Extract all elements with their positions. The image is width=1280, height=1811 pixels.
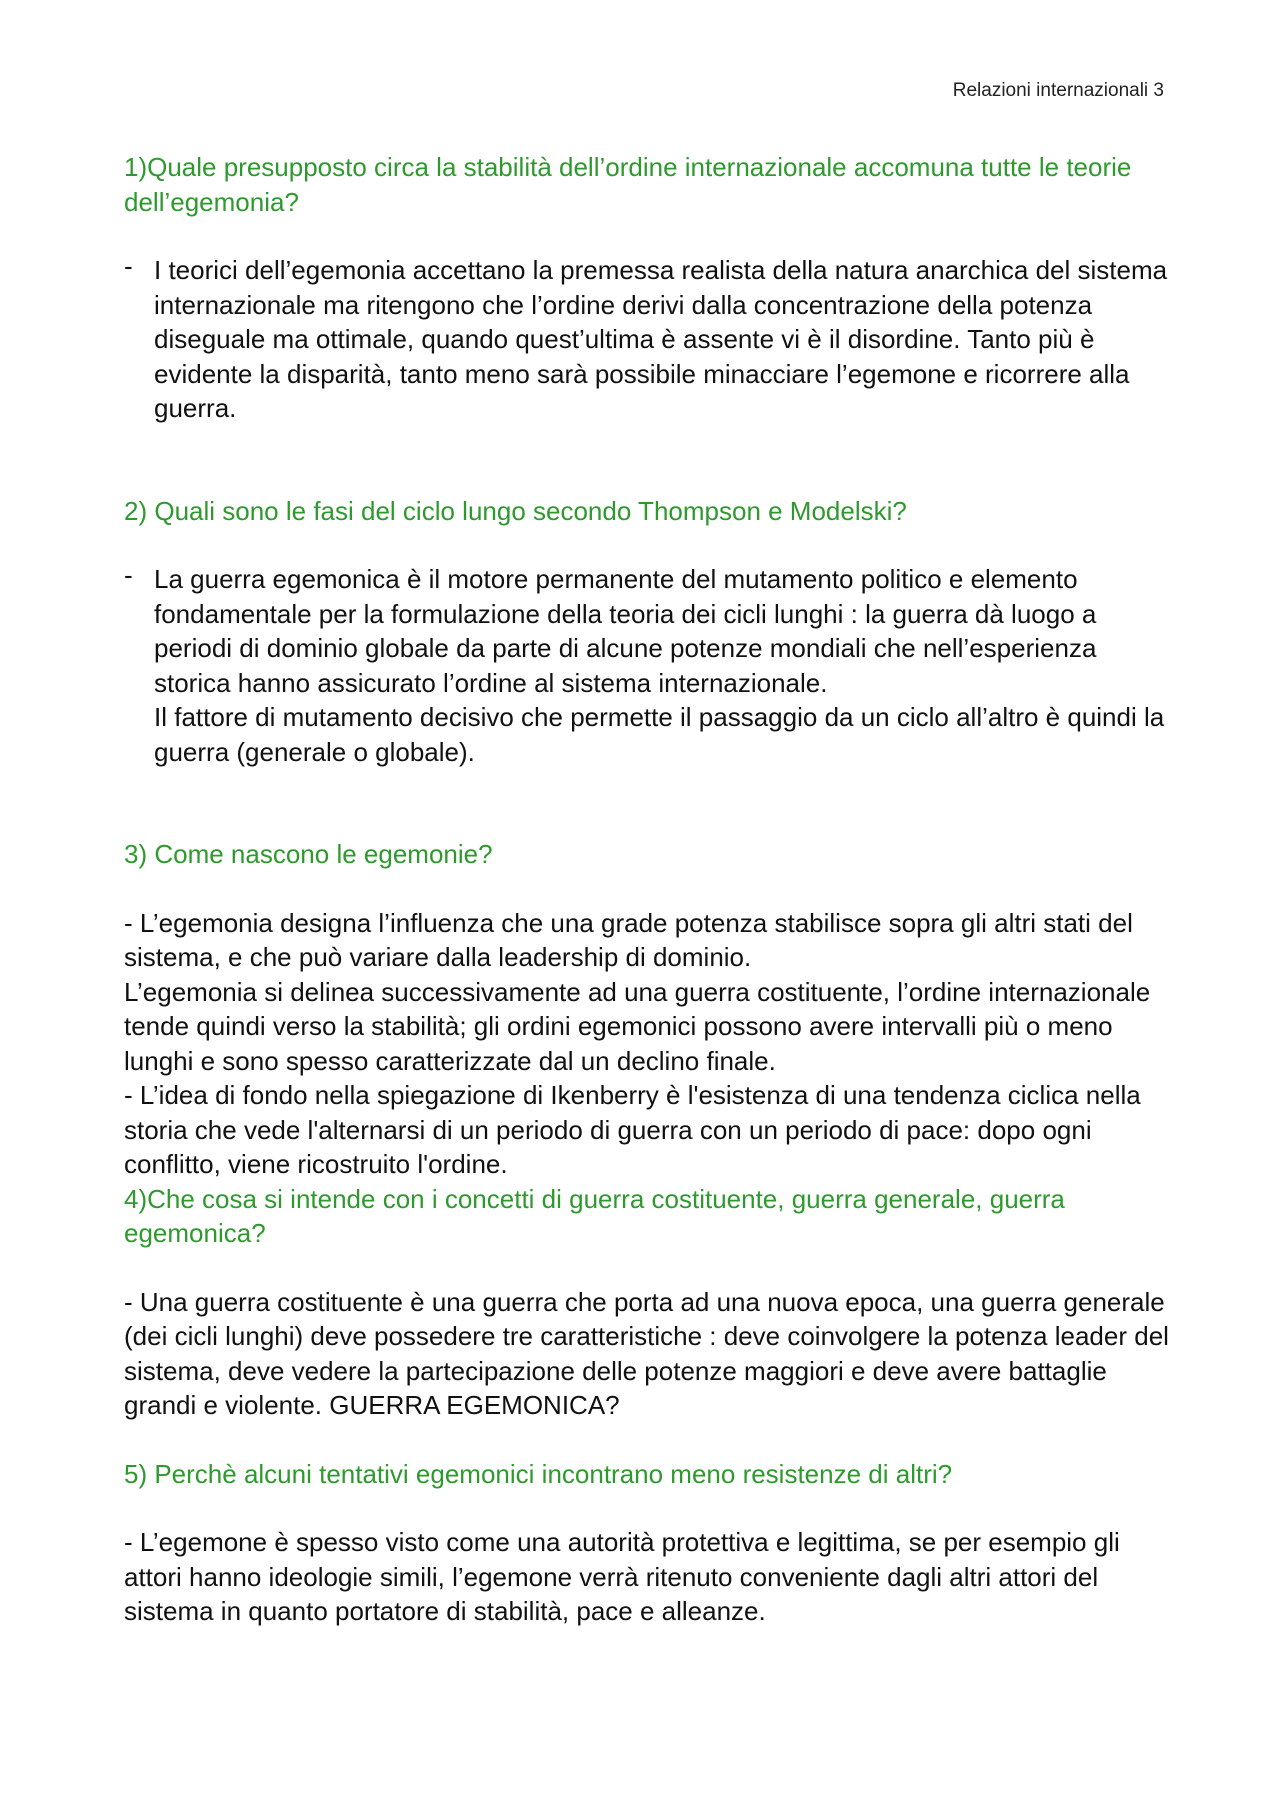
running-header: Relazioni internazionali 3 <box>952 80 1164 101</box>
answer-3 <box>124 906 1176 1182</box>
answer-5-paragraph-1: - L’egemone è spesso visto come una autorità protettiva e legittima, se per esempio gli attori hanno ideologie simili, l’egemone verrà ritenuto conveniente dagli altri attori del sistema in quanto portatore di stabilità, pace e alleanze. <box>124 1527 1120 1626</box>
section-2 <box>124 494 1176 770</box>
bullet-dash: - <box>124 251 133 281</box>
question-4: 4)Che cosa si intende con i concetti di guerra costituente, guerra generale, guerra egemonica? <box>124 1183 1065 1248</box>
answer-1 <box>124 253 1176 426</box>
answer-4 <box>124 1285 1176 1423</box>
answer-3-paragraph-1: - L’egemonia designa l’influenza che una grade potenza stabilisce sopra gli altri stati del sistema, e che può variare dalla leadership di dominio. <box>124 907 1133 972</box>
section-4 <box>124 1182 1176 1423</box>
answer-4-paragraph-1: - Una guerra costituente è una guerra che porta ad una nuova epoca, una guerra generale (dei cicli lunghi) deve possedere tre caratteristiche : deve coinvolgere la potenza leader del sistema, deve vedere la partecipazione delle potenze maggiori e deve avere battaglie grandi e violente. GUERRA EGEMONICA? <box>124 1286 1169 1420</box>
answer-5 <box>124 1525 1176 1629</box>
question-2: 2) Quali sono le fasi del ciclo lungo secondo Thompson e Modelski? <box>124 495 907 526</box>
bullet-dash: - <box>124 560 133 590</box>
section-1 <box>124 150 1176 426</box>
section-5 <box>124 1457 1176 1629</box>
answer-1-paragraph-1: I teorici dell’egemonia accettano la premessa realista della natura anarchica del sistema internazionale ma ritengono che l’ordine derivi dalla concentrazione della potenza diseguale ma ottimale, quando quest’ultima è assente vi è il disordine. Tanto più è evidente la disparità, tanto meno sarà possibile minacciare l’egemone e ricorrere alla guerra. <box>154 255 1168 423</box>
answer-3-paragraph-3: - L’idea di fondo nella spiegazione di Ikenberry è l'esistenza di una tendenza ciclica nella storia che vede l'alternarsi di un periodo di guerra con un periodo di pace: dopo ogni conflitto, viene ricostruito l'ordine. <box>124 1080 1141 1179</box>
answer-2-paragraph-2: Il fattore di mutamento decisivo che permette il passaggio da un ciclo all’altro è quindi la guerra (generale o globale). <box>154 702 1165 767</box>
document-body <box>124 150 1176 1629</box>
question-1: 1)Quale presupposto circa la stabilità dell’ordine internazionale accomuna tutte le teorie dell’egemonia? <box>124 152 1132 217</box>
answer-2 <box>124 562 1176 769</box>
question-5: 5) Perchè alcuni tentativi egemonici incontrano meno resistenze di altri? <box>124 1458 953 1489</box>
section-3 <box>124 837 1176 1182</box>
question-3: 3) Come nascono le egemonie? <box>124 839 493 869</box>
answer-3-paragraph-2: L’egemonia si delinea successivamente ad una guerra costituente, l’ordine internazionale tende quindi verso la stabilità; gli ordini egemonici possono avere intervalli più o meno lunghi e sono spesso caratterizzate dal un declino finale. <box>124 976 1151 1076</box>
answer-2-paragraph-1: La guerra egemonica è il motore permanente del mutamento politico e elemento fondamentale per la formulazione della teoria dei cicli lunghi : la guerra dà luogo a periodi di dominio globale da parte di alcune potenze mondiali che nell’esperienza storica hanno assicurato l’ordine al sistema internazionale. <box>154 564 1097 698</box>
